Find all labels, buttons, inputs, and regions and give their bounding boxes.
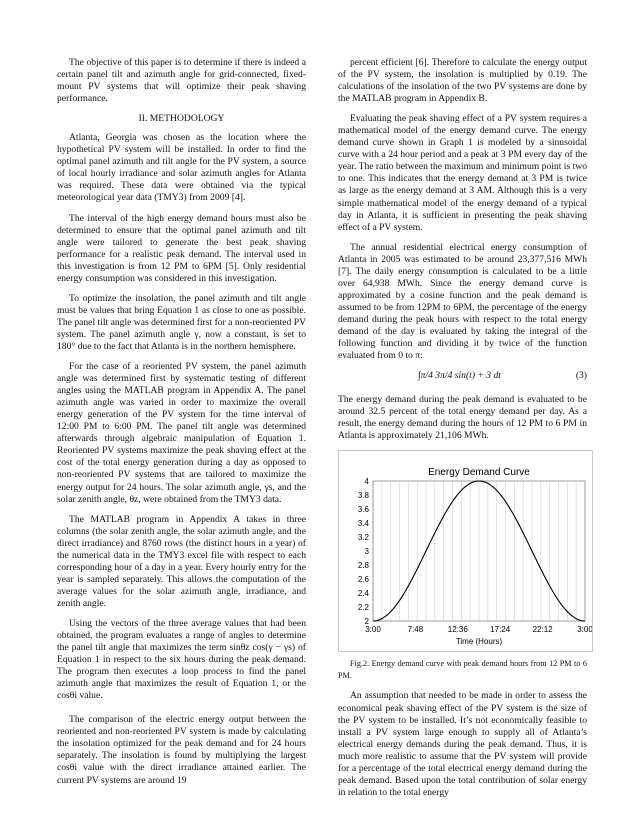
y-tick-label: 3.2 (357, 533, 369, 543)
paragraph: Using the vectors of the three average values that had been obtained, the program evaluates a range of angles to determine the panel tilt angle that maximizes the term sinθz cos(γ − γs) of Equation 1 in respect to the six hours during the peak demand. The program then executes a loop process to find the panel azimuth angle that maximizes the result of Equation 1, or the cosθi value. (57, 617, 306, 702)
x-tick-label: 17:24 (490, 625, 511, 635)
chart-ticks (358, 477, 592, 634)
paragraph: For the case of a reoriented PV system, the panel azimuth angle was determined first by systematic testing of different angles using the MATLAB program in Appendix A. The panel azimuth angle was varied in order to maximize the overall energy generation of the PV system for the time interval of 12:00 PM to 6:00 PM. The panel tilt angle was determined afterwards through algebraic manipulation of Equation 1. Reoriented PV systems maximize the peak shaving effect at the cost of the total energy generation during a day as opposed to non-reoriented PV systems that are tailored to maximize the energy output for 24 hours. The solar azimuth angle, γs, and the solar zenith angle, θz, were obtained from the TMY3 data. (57, 361, 306, 505)
paragraph: The energy demand during the peak demand is evaluated to be around 32.5 percent of the total energy demand per day. As a result, the energy demand during the hours of 12 PM to 6 PM in Atlanta is approximately 21,106 MWh. (338, 394, 587, 442)
section-heading: II. METHODOLOGY (138, 113, 225, 125)
x-tick-label: 3:00 (365, 625, 381, 635)
energy-demand-chart (338, 450, 593, 652)
y-tick-label: 4 (364, 477, 369, 487)
chart-grid (373, 481, 585, 621)
right-column (338, 57, 592, 807)
paragraph: The annual residential electrical energy consumption of Atlanta in 2005 was estimated to be around 23,377,516 MWh [7]. The daily energy consumption is calculated to be a little over 64,938 MWh. Since the energy demand curve is approximated by a cosine function and the peak demand is assumed to be from 12PM to 6PM, the percentage of the energy demand during the peak hours with respect to the total energy demand of the day is evaluated by taking the integral of the following function and dividing it by twice of the function evaluated from 0 to π: (338, 241, 587, 362)
x-tick-label: 3:00 (577, 625, 592, 635)
x-axis-label: Time (Hours) (455, 637, 503, 647)
paragraph: Atlanta, Georgia was chosen as the location where the hypothetical PV system will be installed. In order to find the optimal panel azimuth and tilt angle for the PV system, a source of local hourly irradiance and solar azimuth angles for Atlanta was required. These data were obtained via the typical meteorological year data (TMY3) from 2009 [4]. (57, 132, 306, 204)
paragraph: Evaluating the peak shaving effect of a PV system requires a mathematical model of the energy demand curve. The energy demand curve shown in Graph 1 is modeled by a sinusoidal curve with a 24 hour period and a peak at 3 PM every day of the year. The ratio between the maximum and minimum point is two to one. This indicates that the energy demand at 3 PM is twice as large as the energy demand at 3 AM. Although this is a very simple mathematical model of the energy demand of a typical day in Atlanta, it is sufficient in presenting the peak shaving effect of a PV system. (338, 113, 587, 233)
equation-3 (338, 370, 587, 382)
paragraph: The MATLAB program in Appendix A takes in three columns (the solar zenith angle, the solar azimuth angle, and the direct irradiance) and 8760 rows (the distinct hours in a year) of the numerical data in the TMY3 excel file with respect to each corresponding hour of a day in a year. Every hourly entry for the year is sampled separately. This allows the computation of the average values for the solar azimuth angle, irradiance, and zenith angle. (57, 513, 306, 609)
paragraph: An assumption that needed to be made in order to assess the economical peak shaving effect of the PV system is the size of the PV system to be installed. It’s not economically feasible to install a PV system large enough to supply all of Atlanta’s electrical energy demands during the peak demand. Thus, it is much more realistic to assume that the PV system will provide for a percentage of the total electrical energy demand during the peak demand. Based upon the total contribution of solar energy in relation to the total energy (338, 690, 587, 798)
paragraph: To optimize the insolation, the panel azimuth and tilt angle must be values that bring Equation 1 as close to one as possible. The panel tilt angle was determined first for a non-reoriented PV system. The panel azimuth angle γ, now a constant, is set to 180° due to the fact that Atlanta is in the northern hemisphere. (57, 292, 306, 352)
figure-caption: Fig.2. Energy demand curve with peak demand hours from 12 PM to 6 PM. (338, 659, 587, 681)
y-tick-label: 3 (364, 547, 369, 557)
y-tick-label: 2.6 (357, 575, 369, 585)
y-tick-label: 3.6 (357, 505, 369, 515)
x-tick-label: 7:48 (407, 625, 424, 635)
y-tick-label: 3.8 (357, 491, 369, 501)
paragraph: The interval of the high energy demand hours must also be determined to ensure that the optimal panel azimuth and tilt angle were tailored to generate the best peak shaving performance for a realistic peak demand. The interval used in this investigation is from 12 PM to 6PM [5]. Only residential energy consumption was considered in this investigation. (57, 212, 306, 284)
y-tick-label: 2.8 (357, 561, 369, 571)
paragraph: The objective of this paper is to determine if there is indeed a certain panel tilt and azimuth angle for grid-connected, fixed-mount PV systems that will optimize their peak shaving performance. (57, 57, 306, 105)
x-tick-label: 12:36 (447, 625, 468, 635)
paragraph: The comparison of the electric energy output between the reoriented and non-reoriented PV system is made by calculating the insolation optimized for the peak demand and for 24 hours separately. The insolation is found by multiplying the largest cosθi value with the direct irradiance attained earlier. The current PV systems are around 19 (57, 714, 306, 786)
chart-title: Energy Demand Curve (428, 467, 530, 479)
y-tick-label: 2.2 (357, 603, 369, 613)
y-tick-label: 3.4 (357, 519, 369, 529)
y-tick-label: 2.4 (357, 589, 369, 599)
left-column (57, 57, 306, 795)
equation-number: (3) (575, 370, 587, 382)
equation-expression: ∫π/4 3π/4 sin(t) + 3 dt (418, 370, 501, 382)
chart-svg (339, 451, 592, 651)
x-tick-label: 22:12 (532, 625, 553, 635)
y-tick-label: 2 (364, 617, 369, 627)
paragraph: percent efficient [6]. Therefore to calculate the energy output of the PV system, the insolation is multiplied by 0.19. The calculations of the insolation of the two PV systems are done by the MATLAB program in Appendix B. (338, 57, 587, 105)
